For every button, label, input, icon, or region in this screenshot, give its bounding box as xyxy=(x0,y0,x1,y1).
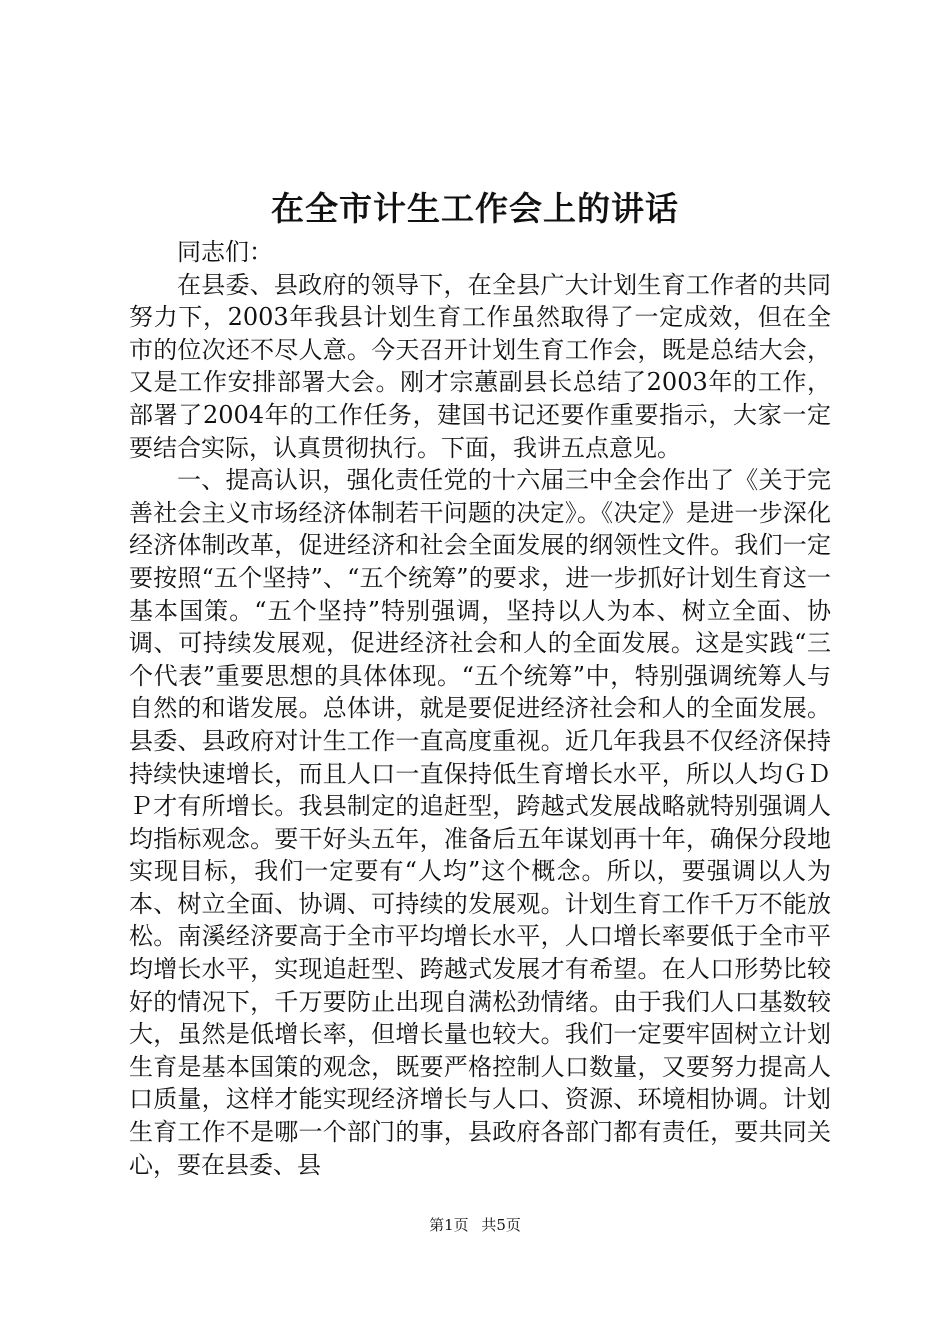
total-pages: 共5页 xyxy=(481,1216,521,1234)
body-paragraph: 在县委、县政府的领导下，在全县广大计划生育工作者的共同努力下，2003年我县计划生育工作虽然取得了一定成效，但在全市的位次还不尽人意。今天召开计划生育工作会，既是总结大会，又是工作安排部署大会。刚才宗蕙副县长总结了2003年的工作，部署了2004年的工作任务，建国书记还要作重要指示，大家一定要结合实际，认真贯彻执行。下面，我讲五点意见。 xyxy=(129,270,831,462)
page-number: 第1页 xyxy=(429,1216,469,1234)
salutation-paragraph: 同志们： xyxy=(177,238,273,266)
body-paragraph: 一、提高认识，强化责任党的十六届三中全会作出了《关于完善社会主义市场经济体制若干问题的决定》。《决定》是进一步深化经济体制改革，促进经济和社会全面发展的纲领性文件。我们一定要按照“五个坚持”、“五个统筹”的要求，进一步抓好计划生育这一基本国策。“五个坚持”特别强调，坚持以人为本、树立全面、协调、可持续发展观，促进经济社会和人的全面发展。这是实践“三个代表”重要思想的具体体现。“五个统筹”中，特别强调统筹人与自然的和谐发展。总体讲，就是要促进经济社会和人的全面发展。县委、县政府对计生工作一直高度重视。近几年我县不仅经济保持持续快速增长，而且人口一直保持低生育增长水平，所以人均ＧＤＰ才有所增长。我县制定的追赶型，跨越式发展战略就特别强调人均指标观念。要干好头五年，准备后五年谋划再十年，确保分段地实现目标，我们一定要有“人均”这个概念。所以，要强调以人为本、树立全面、协调、可持续的发展观。计划生育工作千万不能放松。南溪经济要高于全市平均增长水平，人口增长率要低于全市平均增长水平，实现追赶型、跨越式发展才有希望。在人口形势比较好的情况下，千万要防止出现自满松劲情绪。由于我们人口基数较大，虽然是低增长率，但增长量也较大。我们一定要牢固树立计划生育是基本国策的观念，既要严格控制人口数量，又要努力提高人口质量，这样才能实现经济增长与人口、资源、环境相协调。计划生育工作不是哪一个部门的事，县政府各部门都有责任，要共同关心，要在县委、县 xyxy=(129,466,831,1179)
document-body xyxy=(129,236,831,1181)
document-title: 在全市计生工作会上的讲话 xyxy=(271,189,679,228)
page-footer xyxy=(0,1214,950,1236)
